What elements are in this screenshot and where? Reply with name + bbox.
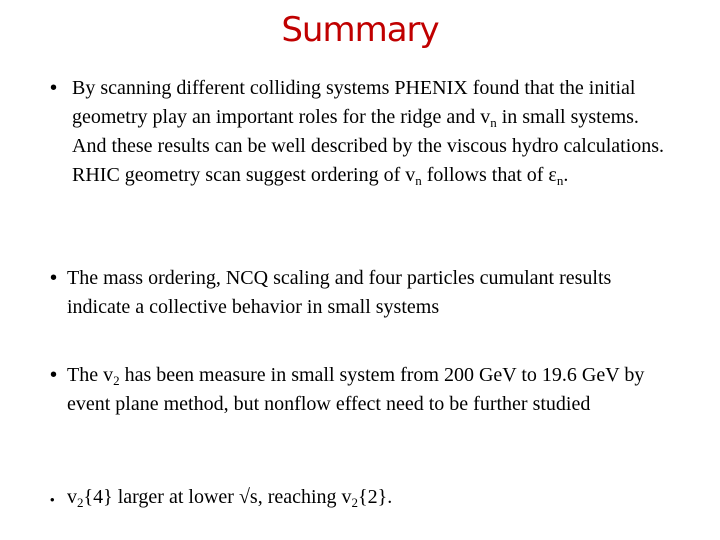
bullet-geometry-scan [50,74,670,190]
slide-title: Summary [281,10,439,50]
bullet-mass-ordering [50,264,670,322]
bullet-marker: • [50,492,55,507]
bullet-text: $v_2\{4\}$ larger at lower √s, reaching $v_2\{2\}$. [67,486,393,510]
bullet-marker: • [50,267,58,289]
bullet-v2-cumulant [50,483,670,512]
bullet-marker: • [50,364,58,386]
bullet-marker: • [50,77,58,99]
bullet-text: The mass ordering, NCQ scaling and four particles cumulant results indicate a collective behavior in small systems [67,267,612,318]
bullet-text: By scanning different colliding systems PHENIX found that the initial geometry play an important roles for the ridge and $v_n$ in small systems. And these results can be well described by the viscous hydro calculations. RHIC geometry scan suggest ordering of $v_n$ follows that of $\varepsilon_n$. [72,77,665,188]
bullet-text: The $v_2$ has been measure in small system from 200 GeV to 19.6 GeV by event plane method, but nonflow effect need to be further studied [67,364,645,415]
bullet-v2-measurement [50,361,670,419]
